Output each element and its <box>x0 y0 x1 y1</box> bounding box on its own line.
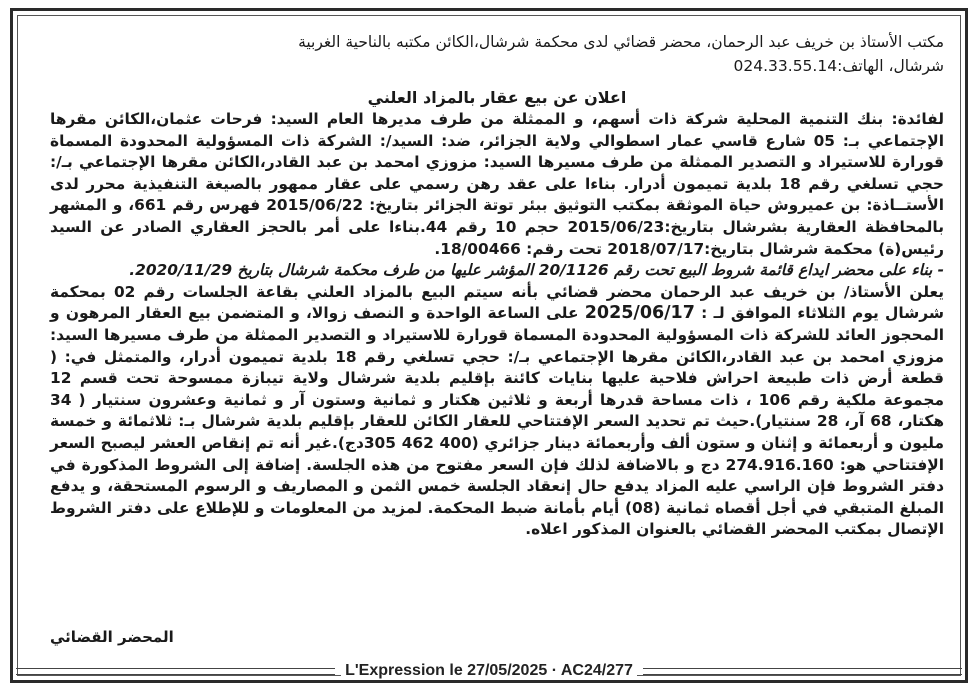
paragraph-auction-details <box>50 282 944 541</box>
notice-content <box>50 30 944 541</box>
paragraph-conditions-list: - بناء على محضر ايداع قائمة شروط البيع تحت رقم 20/1126 المؤشر عليها من طرف محكمة شرشال بتاريخ 2020/11/29. <box>129 261 944 280</box>
auction-intro-text: يعلن الأستاذ/ بن خريف عبد الرحمان محضر قضائي بأنه سيتم البيع بالمزاد العلني بقاعة الجلسات رقم 02 بمحكمة شرشال يوم الثلاثاء الموافق لـ : <box>50 282 945 323</box>
auction-body-text: على الساعة الواحدة و النصف زوالا، و المتضمن بيع العقار المرهون و المحجوز العائد للشركة ذات المسؤولية المحدودة المسماة قورارة للاستيراد و التصدير الممثلة من طرف مسيرها السيد: مزوزي امحمد بن عبد القادر،الكائن مقرها الإجتماعي بـ/: حجي تسلغي رقم 18 بلدية تميمون أدرار، والمتمثل في: ( قطعة أرض ذات طبيعة احراش فلاحية عليها بنايات كائنة بإقليم بلدية شرشال ولاية تيبازة ممسوحة تحت قسم 12 مجموعة ملكية رقم 106 ، ذات مساحة قدرها أربعة و ثلاثين هكتار و ثمانية وستون آر و ثمانية وعشرون سنتيار ( 34 هكتار، 68 آر، 28 سنتيار).حيث تم تحديد السعر الإفتتاحي للعقار الكائن للعقار بإقليم بلدية شرشال بـ: ثلاثمائة و خمسة مليون و أربعمائة و إثنان و ستون ألف وأربعمائة دينار جزائري (400 462 305دج).غير أنه تم إنقاص العشر ليصبح السعر الإفتتاحي هو: 274.916.160 دج و بالاضافة لذلك فإن السعر مفتوح من هذه الجلسة. إضافة إلى الشروط المذكورة في دفتر الشروط فإن الراسي عليه المزاد يدفع حال إنعقاد الجلسة خمس الثمن و المصاريف و الرسوم المستحقة، و يدفع المبلغ المتبقي في أجل أقصاه ثمانية (08) أيام بأمانة ضبط المحكمة. لمزيد من المعلومات و للإطلاع على دفتر الشروط الإتصال بمكتب المحضر القضائي بالعنوان المذكور اعلاه. <box>50 304 945 539</box>
office-header <box>50 30 944 78</box>
publication-reference: L'Expression le 27/05/2025 · AC24/277 <box>341 662 637 680</box>
office-phone: شرشال، الهاتف:024.33.55.14 <box>733 57 944 75</box>
publication-footer <box>10 656 968 686</box>
notice-title: اعلان عن بيع عقار بالمزاد العلني <box>367 88 627 107</box>
bailiff-signature: المحضر القضائي <box>50 628 174 646</box>
footer-rule-right <box>643 668 962 675</box>
office-address: مكتب الأستاذ بن خريف عبد الرحمان، محضر قضائي لدى محكمة شرشال،الكائن مكتبه بالناحية الغربية <box>298 33 944 51</box>
paragraph-parties: لفائدة: بنك التنمية المحلية شركة ذات أسهم، و الممثلة من طرف مديرها العام السيد: فرحات عثمان،الكائن مقرها الإجتماعي بـ: 05 شارع قاسي عمار اسطوالي ولاية الجزائر، ضد: السيد/: الشركة ذات المسؤولية المحدودة المسماة قورارة للاستيراد و التصدير الممثلة من طرف مسيرها السيد: مزوزي امحمد بن عبد القادر،الكائن مقرها الإجتماعي بـ/: حجي تسلغي رقم 18 بلدية تميمون أدرار. بناءا على عقد رهن رسمي على عقار ممهور بالصيغة التنفيذية محرر لدى الأستــاذة: بن عميروش حياة الموثقة بمكتب التوثيق ببئر توتة الجزائر بتاريخ: 2015/06/22 فهرس رقم 661، و المشهر بالمحافظة العقارية بشرشال بتاريخ:2015/06/23 حجم 10 رقم 44.بناءا على أمر بالحجز العقاري الصادر عن السيد رئيس(ة) محكمة شرشال بتاريخ:2018/07/17 تحت رقم: 18/00466. <box>50 110 944 258</box>
auction-date: 2025/06/17 <box>584 303 695 324</box>
footer-rule-left <box>16 668 335 675</box>
